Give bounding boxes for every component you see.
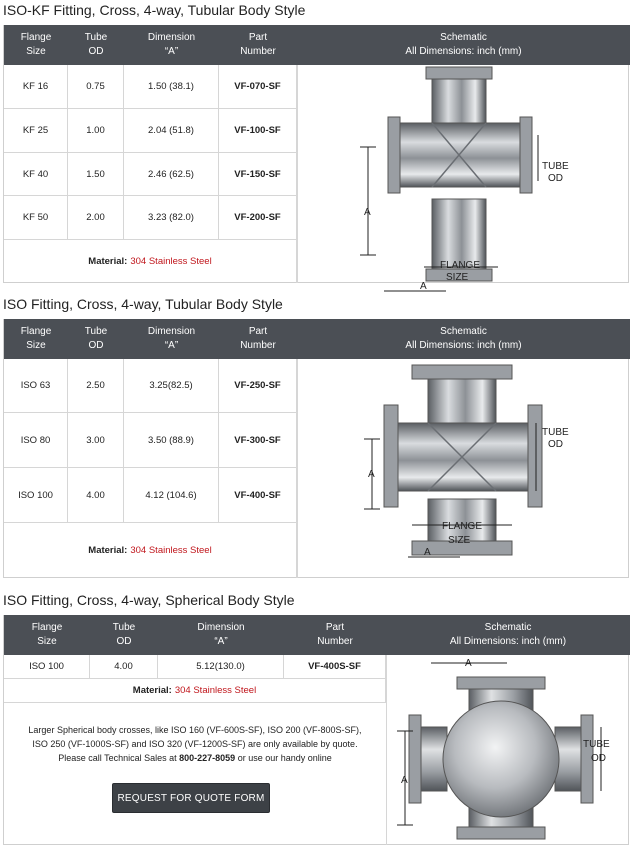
table-header bbox=[4, 25, 630, 65]
dim-a-horizontal-label: A bbox=[465, 658, 472, 669]
cell-tube-od: 2.00 bbox=[68, 196, 124, 239]
cell-tube-od: 0.75 bbox=[68, 65, 124, 108]
header-schematic: Schematic All Dimensions: inch (mm) bbox=[405, 32, 522, 57]
cell-flange: ISO 63 bbox=[4, 359, 68, 412]
tube-label: TUBE bbox=[583, 739, 610, 750]
cell-part-number: VF-400S-SF bbox=[284, 655, 386, 678]
note-line: ISO 250 (VF-1000S-SF) and ISO 320 (VF-1200S-SF) are only available by quote. bbox=[32, 739, 358, 749]
header-tube-od: Tube OD bbox=[112, 622, 136, 647]
note-online-text: or use our handy online bbox=[237, 753, 332, 763]
right-flange bbox=[520, 117, 532, 193]
table-row bbox=[4, 655, 386, 679]
table-header bbox=[4, 319, 630, 359]
size-label: SIZE bbox=[446, 272, 469, 283]
cell-part-number: VF-100-SF bbox=[219, 109, 297, 152]
table-row bbox=[4, 109, 297, 153]
header-flange-size: Flange Size bbox=[20, 326, 52, 351]
dim-a-horizontal-label: A bbox=[424, 547, 431, 558]
table-header bbox=[4, 615, 630, 655]
cell-flange: ISO 80 bbox=[4, 413, 68, 467]
cell-dimension: 2.04 (51.8) bbox=[124, 109, 219, 152]
cell-tube-od: 1.00 bbox=[68, 109, 124, 152]
section-title-iso-spherical-cross: ISO Fitting, Cross, 4-way, Spherical Body Style bbox=[3, 592, 295, 608]
left-flange bbox=[388, 117, 400, 193]
material-value: 304 Stainless Steel bbox=[130, 545, 212, 556]
cell-tube-od: 4.00 bbox=[90, 655, 158, 678]
dim-a-vertical-label: A bbox=[401, 775, 408, 786]
note-line: Larger Spherical body crosses, like ISO 160 (VF-600S-SF), ISO 200 (VF-800S-SF), bbox=[28, 725, 362, 735]
schematic-iso-spherical-cross bbox=[386, 655, 630, 845]
material-label: Material: bbox=[132, 685, 172, 696]
od-label: OD bbox=[548, 439, 563, 450]
tubular-cross-drawing bbox=[298, 359, 631, 578]
spherical-body bbox=[443, 701, 559, 817]
material-line bbox=[4, 240, 297, 283]
material-value: 304 Stainless Steel bbox=[174, 685, 257, 696]
material-line bbox=[4, 679, 386, 703]
phone-number[interactable]: 800-227-8059 bbox=[179, 753, 236, 763]
dim-a-vertical-label: A bbox=[364, 207, 371, 218]
section-title-kf-cross: ISO-KF Fitting, Cross, 4-way, Tubular Body Style bbox=[3, 2, 306, 18]
cell-flange: KF 16 bbox=[4, 65, 68, 108]
right-flange bbox=[528, 405, 542, 507]
cell-tube-od: 2.50 bbox=[68, 359, 124, 412]
section-title-iso-tubular-cross: ISO Fitting, Cross, 4-way, Tubular Body Style bbox=[3, 296, 283, 312]
note-call-text: Please call Technical Sales at bbox=[58, 753, 177, 763]
cell-dimension: 5.12(130.0) bbox=[158, 655, 284, 678]
top-flange bbox=[426, 67, 492, 79]
header-schematic: Schematic All Dimensions: inch (mm) bbox=[449, 622, 567, 647]
cell-part-number: VF-400-SF bbox=[219, 468, 297, 522]
header-part-number: Part Number bbox=[240, 32, 276, 57]
bottom-tube bbox=[432, 199, 486, 269]
table-row bbox=[4, 153, 297, 196]
material-line bbox=[4, 523, 297, 578]
header-tube-od: Tube OD bbox=[84, 326, 108, 351]
table-row bbox=[4, 359, 297, 413]
header-part-number: Part Number bbox=[317, 622, 353, 647]
header-dimension: Dimension “A” bbox=[147, 326, 196, 351]
table-row bbox=[4, 65, 297, 109]
cell-dimension: 3.50 (88.9) bbox=[124, 413, 219, 467]
spherical-note bbox=[4, 723, 386, 765]
cell-part-number: VF-070-SF bbox=[219, 65, 297, 108]
header-dimension: Dimension “A” bbox=[147, 32, 196, 57]
header-schematic: Schematic All Dimensions: inch (mm) bbox=[405, 326, 522, 351]
dim-a-horizontal-label: A bbox=[420, 281, 427, 292]
spherical-cross-drawing bbox=[387, 655, 631, 845]
cell-dimension: 2.46 (62.5) bbox=[124, 153, 219, 195]
cell-tube-od: 3.00 bbox=[68, 413, 124, 467]
flange-label: FLANGE bbox=[442, 521, 483, 532]
header-flange-size: Flange Size bbox=[31, 622, 63, 647]
schematic-iso-tubular-cross bbox=[297, 359, 630, 578]
cell-flange: KF 50 bbox=[4, 196, 68, 239]
material-value: 304 Stainless Steel bbox=[130, 256, 212, 267]
cell-dimension: 3.25(82.5) bbox=[124, 359, 219, 412]
header-tube-od: Tube OD bbox=[84, 32, 108, 57]
cell-part-number: VF-300-SF bbox=[219, 413, 297, 467]
schematic-kf-cross bbox=[297, 65, 630, 292]
tube-label: TUBE bbox=[542, 427, 569, 438]
cell-dimension: 1.50 (38.1) bbox=[124, 65, 219, 108]
cell-flange: ISO 100 bbox=[4, 468, 68, 522]
cell-dimension: 4.12 (104.6) bbox=[124, 468, 219, 522]
iso-spherical-cross-table bbox=[3, 615, 629, 845]
left-flange bbox=[409, 715, 421, 803]
cell-part-number: VF-200-SF bbox=[219, 196, 297, 239]
cell-tube-od: 1.50 bbox=[68, 153, 124, 195]
header-part-number: Part Number bbox=[240, 326, 276, 351]
header-dimension: Dimension “A” bbox=[197, 622, 245, 647]
od-label: OD bbox=[591, 753, 606, 764]
size-label: SIZE bbox=[448, 535, 471, 546]
tubular-cross-drawing bbox=[298, 65, 631, 292]
table-row bbox=[4, 468, 297, 523]
flange-label: FLANGE bbox=[440, 260, 481, 271]
cell-flange: ISO 100 bbox=[4, 655, 90, 678]
material-label: Material: bbox=[88, 256, 128, 267]
cell-flange: KF 40 bbox=[4, 153, 68, 195]
od-label: OD bbox=[548, 173, 563, 184]
cell-flange: KF 25 bbox=[4, 109, 68, 152]
iso-tubular-cross-table bbox=[3, 319, 629, 578]
cell-part-number: VF-150-SF bbox=[219, 153, 297, 195]
left-flange bbox=[384, 405, 398, 507]
request-quote-button[interactable]: REQUEST FOR QUOTE FORM bbox=[112, 783, 270, 813]
top-flange bbox=[457, 677, 545, 689]
kf-cross-table bbox=[3, 25, 629, 292]
horizontal-tube bbox=[400, 123, 520, 187]
bottom-flange bbox=[457, 827, 545, 839]
note-line bbox=[4, 751, 386, 765]
cell-part-number: VF-250-SF bbox=[219, 359, 297, 412]
tube-label: TUBE bbox=[542, 161, 569, 172]
table-row bbox=[4, 196, 297, 240]
material-label: Material: bbox=[88, 545, 128, 556]
top-flange bbox=[412, 365, 512, 379]
table-row bbox=[4, 413, 297, 468]
dim-a-vertical-label: A bbox=[368, 469, 375, 480]
cell-tube-od: 4.00 bbox=[68, 468, 124, 522]
cell-dimension: 3.23 (82.0) bbox=[124, 196, 219, 239]
header-flange-size: Flange Size bbox=[20, 32, 52, 57]
